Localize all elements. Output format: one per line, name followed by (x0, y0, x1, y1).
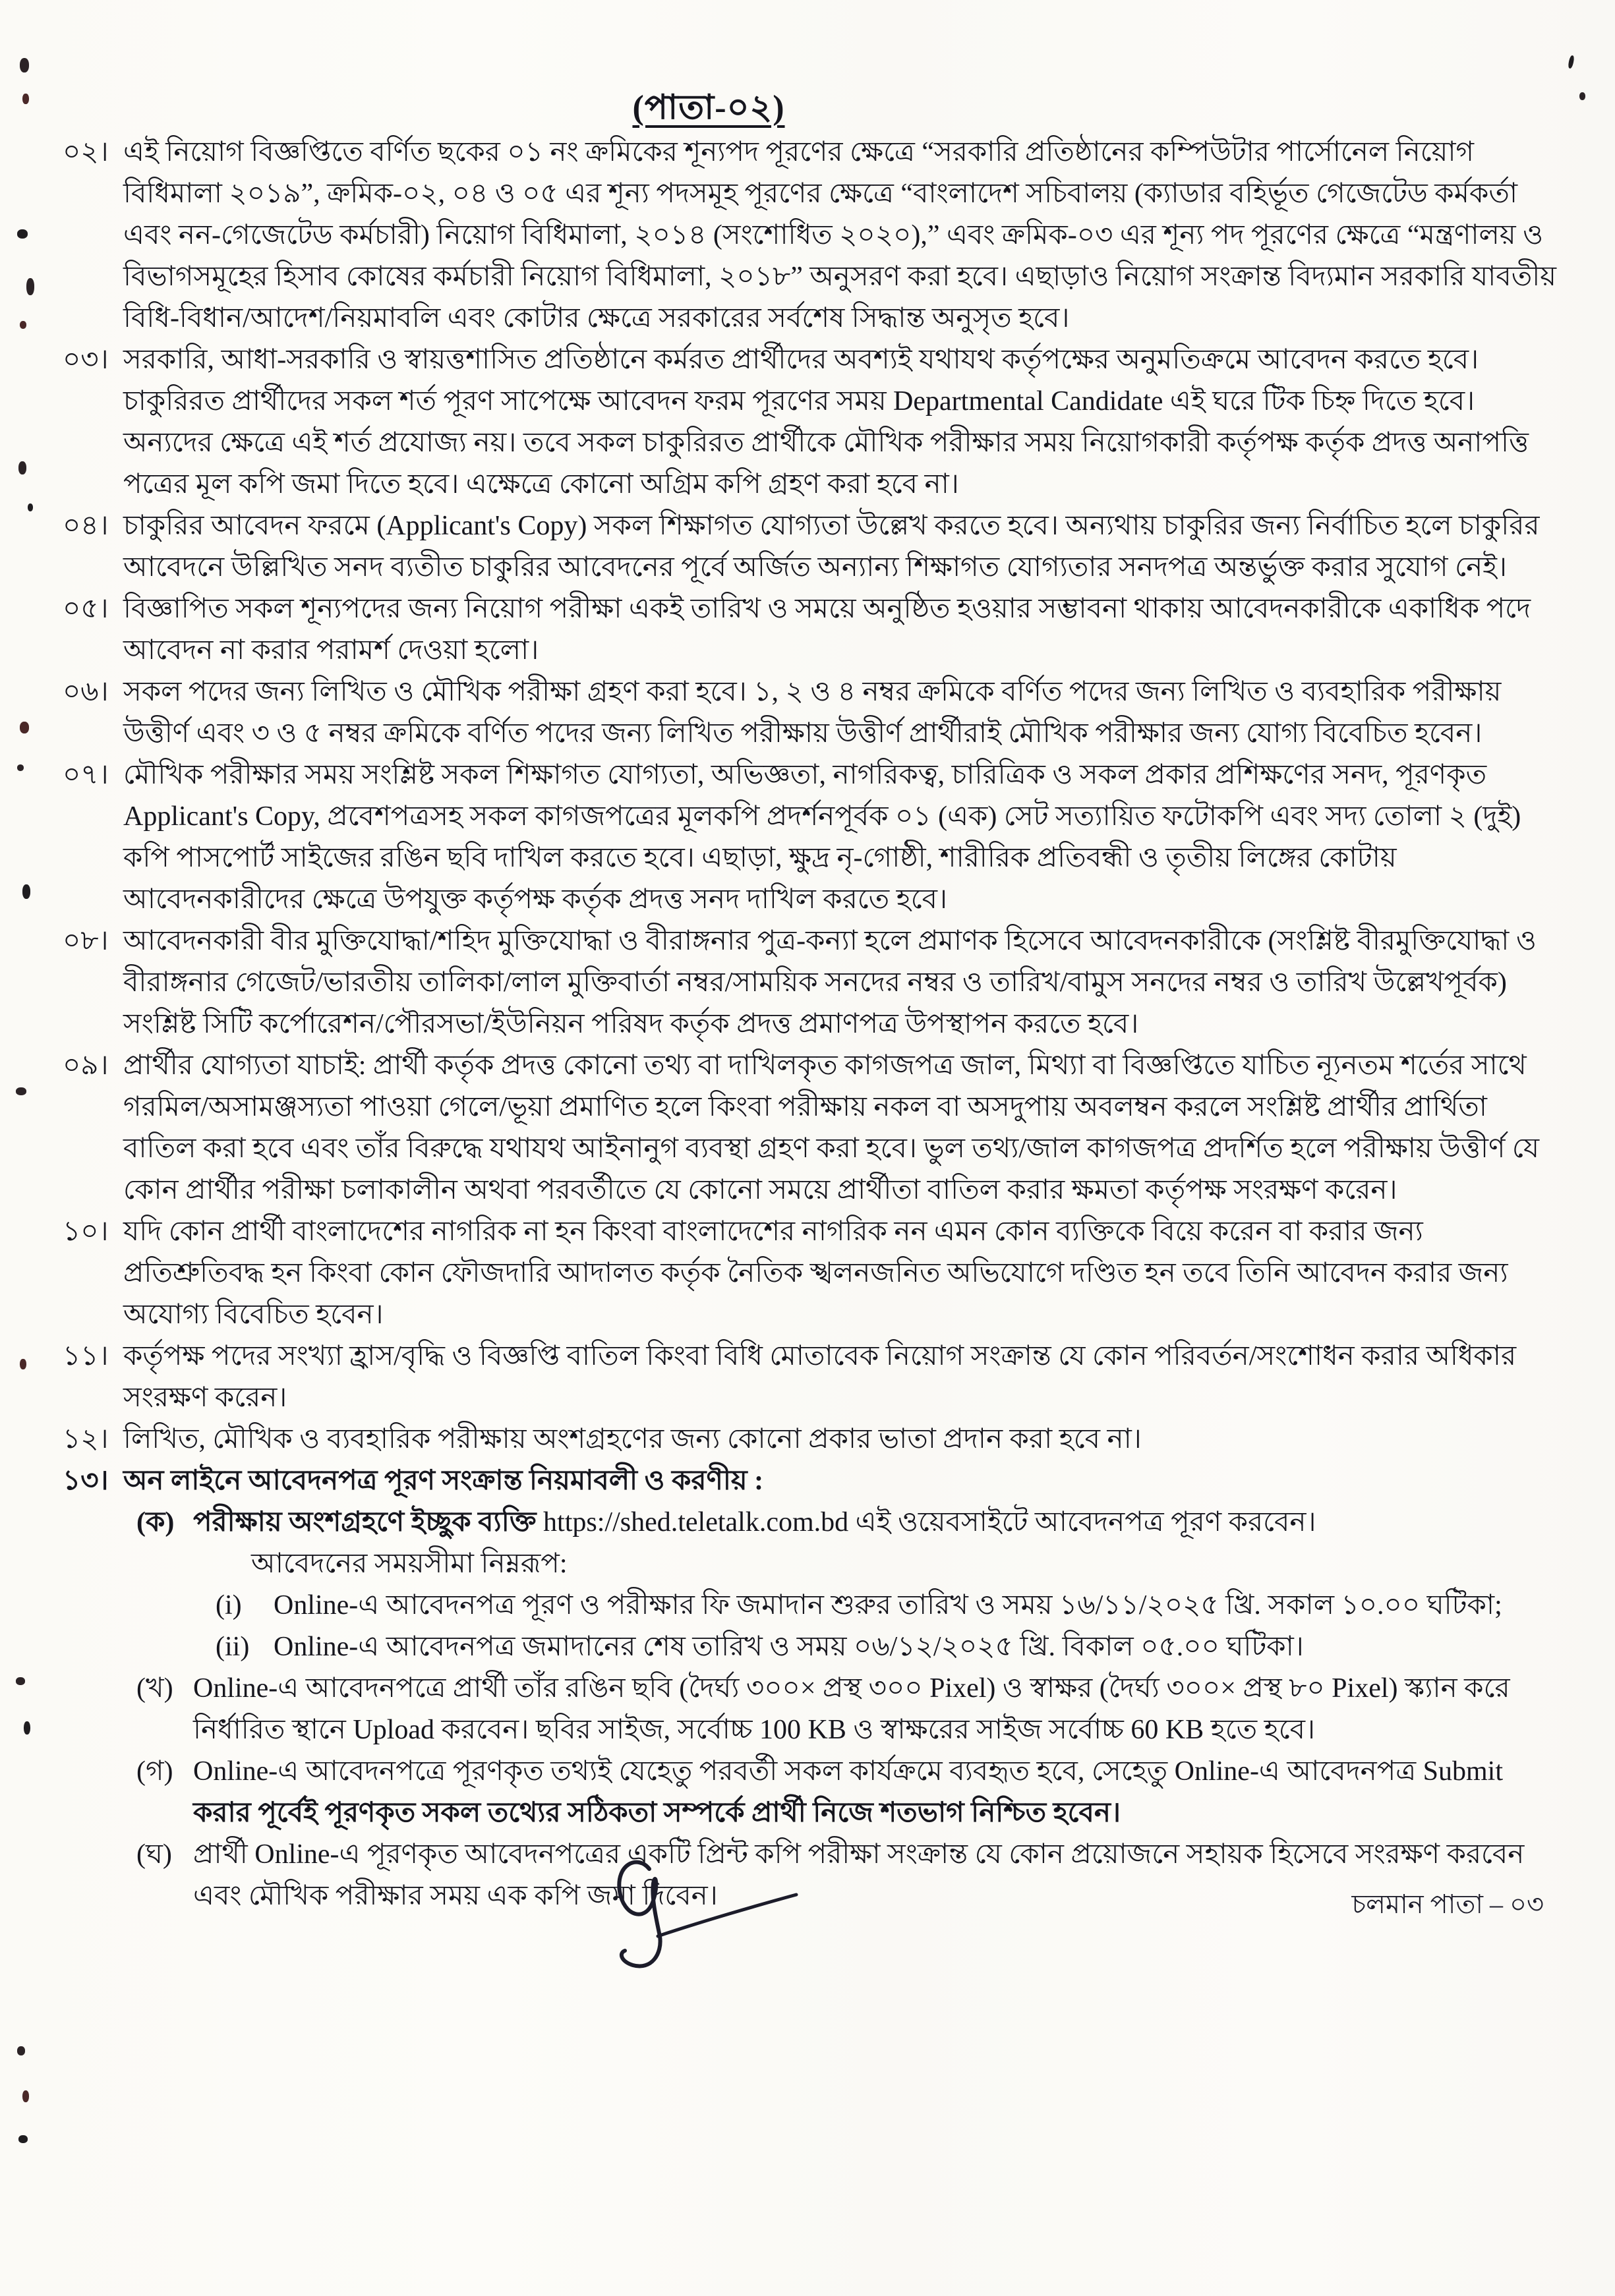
scan-artifact (20, 1359, 26, 1369)
item-number: ০৯। (63, 1050, 109, 1081)
item-number: ০৩। (63, 345, 109, 375)
list-item-04 (63, 505, 1559, 588)
list-item-10 (63, 1211, 1559, 1336)
item-number: ১১। (63, 1341, 109, 1371)
subitem-label: (ii) (216, 1632, 250, 1662)
scan-artifact (24, 1721, 30, 1735)
application-url: https://shed.teletalk.com.bd (543, 1507, 849, 1537)
item-heading: অন লাইনে আবেদনপত্র পূরণ সংক্রান্ত নিয়মাবলী ও করণীয় : (123, 1466, 764, 1496)
subitem-label: (খ) (136, 1673, 173, 1704)
subitem-text: Online-এ আবেদনপত্রে প্রার্থী তাঁর রঙিন ছবি (দৈর্ঘ্য ৩০০× প্রস্থ ৩০০ Pixel) ও স্বাক্ষর (দৈর্ঘ্য ৩০০× প্রস্থ ৮০ Pixel) স্ক্যান করে নির্ধারিত স্থানে Upload করবেন। ছবির সাইজ, সর্বোচ্চ 100 KB ও স্বাক্ষরের সাইজ সর্বোচ্চ 60 KB হতে হবে। (193, 1673, 1510, 1745)
deadline-heading: আবেদনের সময়সীমা নিম্নরূপ: (251, 1549, 568, 1579)
scan-artifact (26, 278, 34, 295)
scan-artifact (22, 2090, 29, 2102)
document-body (63, 132, 1559, 1917)
list-item-06 (63, 672, 1559, 755)
subitem-label: (ক) (136, 1507, 175, 1537)
item-text: প্রার্থীর যোগ্যতা যাচাই: প্রার্থী কর্তৃক প্রদত্ত কোনো তথ্য বা দাখিলকৃত কাগজপত্র জাল, মিথ্যা বা বিজ্ঞপ্তিতে যাচিত ন্যূনতম শর্তের সাথে গরমিল/অসামঞ্জস্যতা পাওয়া গেলে/ভূয়া প্রমাণিত হলে কিংবা পরীক্ষায় নকল বা অসদুপায় অবলম্বন করলে সংশ্লিষ্ট প্রার্থীর প্রার্থিতা বাতিল করা হবে এবং তাঁর বিরুদ্ধে যথাযথ আইনানুগ ব্যবস্থা গ্রহণ করা হবে। ভুল তথ্য/জাল কাগজপত্র প্রদর্শিত হলে পরীক্ষায় উত্তীর্ণ যে কোন প্রার্থীর পরীক্ষা চলাকালীন অথবা পরবর্তীতে যে কোনো সময়ে প্রার্থীতা বাতিল করার ক্ষমতা কর্তৃপক্ষ সংরক্ষণ করেন। (123, 1050, 1540, 1205)
item-number: ০২। (63, 137, 109, 167)
scan-artifact (22, 884, 30, 899)
scan-artifact (20, 722, 29, 733)
item-number: ১০। (63, 1217, 109, 1247)
list-item-11 (63, 1336, 1559, 1419)
scan-artifact (18, 2135, 28, 2143)
scan-artifact (16, 1677, 25, 1685)
subitem-kha (136, 1668, 1559, 1751)
subitem-ka-lead: পরীক্ষায় অংশগ্রহণে ইচ্ছুক ব্যক্তি (193, 1507, 544, 1537)
item-number: ০৪। (63, 511, 109, 541)
item-text: আবেদনকারী বীর মুক্তিযোদ্ধা/শহিদ মুক্তিযোদ্ধা ও বীরাঙ্গনার পুত্র-কন্যা হলে প্রমাণক হিসেবে আবেদনকারীকে (সংশ্লিষ্ট বীরমুক্তিযোদ্ধা ও বীরাঙ্গনার গেজেট/ভারতীয় তালিকা/লাল মুক্তিবার্তা নম্বর/সাময়িক সনদের নম্বর ও তারিখ/বামুস সনদের নম্বর ও তারিখ উল্লেখপূর্বক) সংশ্লিষ্ট সিটি কর্পোরেশন/পৌরসভা/ইউনিয়ন পরিষদ কর্তৃক প্রদত্ত প্রমাণপত্র উপস্থাপন করতে হবে। (123, 926, 1537, 1039)
scan-artifact (16, 1087, 26, 1095)
list-item-03 (63, 339, 1559, 505)
item-number: ০৫। (63, 594, 109, 624)
subitem-ga-regular: Online-এ আবেদনপত্রে পূরণকৃত তথ্যই যেহেতু পরবর্তী সকল কার্যক্রমে ব্যবহৃত হবে, সেহেতু Online-এ আবেদনপত্র Submit (193, 1756, 1503, 1787)
subitem-text (193, 1751, 1559, 1834)
continuation-note: চলমান পাতা – ০৩ (1351, 1889, 1544, 1919)
list-item-09 (63, 1045, 1559, 1211)
scan-artifact (28, 503, 33, 511)
subitem-ii (216, 1626, 1559, 1668)
item-text: সরকারি, আধা-সরকারি ও স্বায়ত্তশাসিত প্রতিষ্ঠানে কর্মরত প্রার্থীদের অবশ্যই যথাযথ কর্তৃপক্ষের অনুমতিক্রমে আবেদন করতে হবে। চাকুরিরত প্রার্থীদের সকল শর্ত পূরণ সাপেক্ষে আবেদন ফরম পূরণের সময় Departmental Candidate এই ঘরে টিক চিহ্ন দিতে হবে। অন্যদের ক্ষেত্রে এই শর্ত প্রযোজ্য নয়। তবে সকল চাকুরিরত প্রার্থীকে মৌখিক পরীক্ষার সময় নিয়োগকারী কর্তৃপক্ষ কর্তৃক প্রদত্ত অনাপত্তি পত্রের মূল কপি জমা দিতে হবে। এক্ষেত্রে কোনো অগ্রিম কপি গ্রহণ করা হবে না। (123, 345, 1529, 500)
list-item-12 (63, 1419, 1559, 1460)
subitem-label: (গ) (136, 1756, 173, 1787)
item-text: যদি কোন প্রার্থী বাংলাদেশের নাগরিক না হন কিংবা বাংলাদেশের নাগরিক নন এমন কোন ব্যক্তিকে বিয়ে করেন বা করার জন্য প্রতিশ্রুতিবদ্ধ হন কিংবা কোন ফৌজদারি আদালত কর্তৃক নৈতিক স্খলনজনিত অভিযোগে দণ্ডিত হন তবে তিনি আবেদন করার জন্য অযোগ্য বিবেচিত হবেন। (123, 1217, 1508, 1330)
list-item-08 (63, 921, 1559, 1045)
list-item-07 (63, 755, 1559, 921)
subitem-text: প্রার্থী Online-এ পূরণকৃত আবেদনপত্রের একটি প্রিন্ট কপি পরীক্ষা সংক্রান্ত যে কোন প্রয়োজনে সহায়ক হিসেবে সংরক্ষণ করবেন এবং মৌখিক পরীক্ষার সময় এক কপি জমা দিবেন। (193, 1839, 1525, 1911)
scan-artifact (20, 321, 26, 329)
scan-artifact (22, 94, 29, 104)
subitem-ka-tail: এই ওয়েবসাইটে আবেদনপত্র পূরণ করবেন। (848, 1507, 1316, 1537)
scan-artifact (1568, 55, 1575, 69)
item-number: ১৩। (63, 1466, 109, 1496)
subitem-text (193, 1502, 1559, 1543)
scan-artifact (20, 58, 29, 72)
signature-scribble (559, 1837, 889, 1989)
subitem-label: (i) (216, 1590, 242, 1621)
scan-artifact (17, 229, 28, 239)
item-text: মৌখিক পরীক্ষার সময় সংশ্লিষ্ট সকল শিক্ষাগত যোগ্যতা, অভিজ্ঞতা, নাগরিকত্ব, চারিত্রিক ও সকল প্রকার প্রশিক্ষণের সনদ, পূরণকৃত Applicant's Copy, প্রবেশপত্রসহ সকল কাগজপত্রের মূলকপি প্রদর্শনপূর্বক ০১ (এক) সেট সত্যায়িত ফটোকপি এবং সদ্য তোলা ২ (দুই) কপি পাসপোর্ট সাইজের রঙিন ছবি দাখিল করতে হবে। এছাড়া, ক্ষুদ্র নৃ-গোষ্ঠী, শারীরিক প্রতিবন্ধী ও তৃতীয় লিঙ্গের কোটায় আবেদনকারীদের ক্ষেত্রে উপযুক্ত কর্তৃপক্ষ কর্তৃক প্রদত্ত সনদ দাখিল করতে হবে। (123, 760, 1521, 915)
subitem-i (216, 1585, 1559, 1626)
item-number: ০৭। (63, 760, 109, 790)
item-number: ০৬। (63, 677, 109, 707)
subitem-ga (136, 1751, 1559, 1834)
subitem-text: Online-এ আবেদনপত্র জমাদানের শেষ তারিখ ও সময় ০৬/১২/২০২৫ খ্রি. বিকাল ০৫.০০ ঘটিকা। (274, 1632, 1304, 1662)
item-text: লিখিত, মৌখিক ও ব্যবহারিক পরীক্ষায় অংশগ্রহণের জন্য কোনো প্রকার ভাতা প্রদান করা হবে না। (123, 1424, 1142, 1454)
scan-artifact (17, 2046, 25, 2055)
item-text: বিজ্ঞাপিত সকল শূন্যপদের জন্য নিয়োগ পরীক্ষা একই তারিখ ও সময়ে অনুষ্ঠিত হওয়ার সম্ভাবনা থাকায় আবেদনকারীকে একাধিক পদে আবেদন না করার পরামর্শ দেওয়া হলো। (123, 594, 1531, 666)
page-title: (পাতা-০২) (632, 89, 785, 127)
item-text: সকল পদের জন্য লিখিত ও মৌখিক পরীক্ষা গ্রহণ করা হবে। ১, ২ ও ৪ নম্বর ক্রমিকে বর্ণিত পদের জন্য লিখিত ও ব্যবহারিক পরীক্ষায় উত্তীর্ণ এবং ৩ ও ৫ নম্বর ক্রমিকে বর্ণিত পদের জন্য লিখিত পরীক্ষায় উত্তীর্ণ প্রার্থীরাই মৌখিক পরীক্ষার জন্য যোগ্য বিবেচিত হবেন। (123, 677, 1502, 749)
scan-artifact (17, 764, 24, 771)
subitem-label: (ঘ) (136, 1839, 172, 1870)
list-item-13 (63, 1460, 1559, 1502)
item-text: কর্তৃপক্ষ পদের সংখ্যা হ্রাস/বৃদ্ধি ও বিজ্ঞপ্তি বাতিল কিংবা বিধি মোতাবেক নিয়োগ সংক্রান্ত যে কোন পরিবর্তন/সংশোধন করার অধিকার সংরক্ষণ করেন। (123, 1341, 1517, 1413)
item-text: চাকুরির আবেদন ফরমে (Applicant's Copy) সকল শিক্ষাগত যোগ্যতা উল্লেখ করতে হবে। অন্যথায় চাকুরির জন্য নির্বাচিত হলে চাকুরির আবেদনে উল্লিখিত সনদ ব্যতীত চাকুরির আবেদনের পূর্বে অর্জিত অন্যান্য শিক্ষাগত যোগ্যতার সনদপত্র অন্তর্ভুক্ত করার সুযোগ নেই। (123, 511, 1540, 583)
item-number: ০৮। (63, 926, 109, 956)
item-number: ১২। (63, 1424, 109, 1454)
subitem-ga-bold: করার পূর্বেই পূরণকৃত সকল তথ্যের সঠিকতা সম্পর্কে প্রার্থী নিজে শতভাগ নিশ্চিত হবেন। (193, 1798, 1121, 1828)
subitem-text: Online-এ আবেদনপত্র পূরণ ও পরীক্ষার ফি জমাদান শুরুর তারিখ ও সময় ১৬/১১/২০২৫ খ্রি. সকাল ১০.০০ ঘটিকা; (274, 1590, 1502, 1621)
item-text: এই নিয়োগ বিজ্ঞপ্তিতে বর্ণিত ছকের ০১ নং ক্রমিকের শূন্যপদ পূরণের ক্ষেত্রে “সরকারি প্রতিষ্ঠানের কম্পিউটার পার্সোনেল নিয়োগ বিধিমালা ২০১৯”, ক্রমিক-০২, ০৪ ও ০৫ এর শূন্য পদসমূহ পূরণের ক্ষেত্রে “বাংলাদেশ সচিবালয় (ক্যাডার বহির্ভূত গেজেটেড কর্মকর্তা এবং নন-গেজেটেড কর্মচারী) নিয়োগ বিধিমালা, ২০১৪ (সংশোধিত ২০২০),” এবং ক্রমিক-০৩ এর শূন্য পদ পূরণের ক্ষেত্রে “মন্ত্রণালয় ও বিভাগসমূহের হিসাব কোষের কর্মচারী নিয়োগ বিধিমালা, ২০১৮” অনুসরণ করা হবে। এছাড়াও নিয়োগ সংক্রান্ত বিদ্যমান সরকারি যাবতীয় বিধি-বিধান/আদেশ/নিয়মাবলি এবং কোটার ক্ষেত্রে সরকারের সর্বশেষ সিদ্ধান্ত অনুসৃত হবে। (123, 137, 1556, 333)
subitem-ka (136, 1502, 1559, 1543)
scan-artifact (18, 461, 26, 474)
list-item-02 (63, 132, 1559, 339)
scan-artifact (1579, 92, 1585, 100)
list-item-05 (63, 588, 1559, 672)
